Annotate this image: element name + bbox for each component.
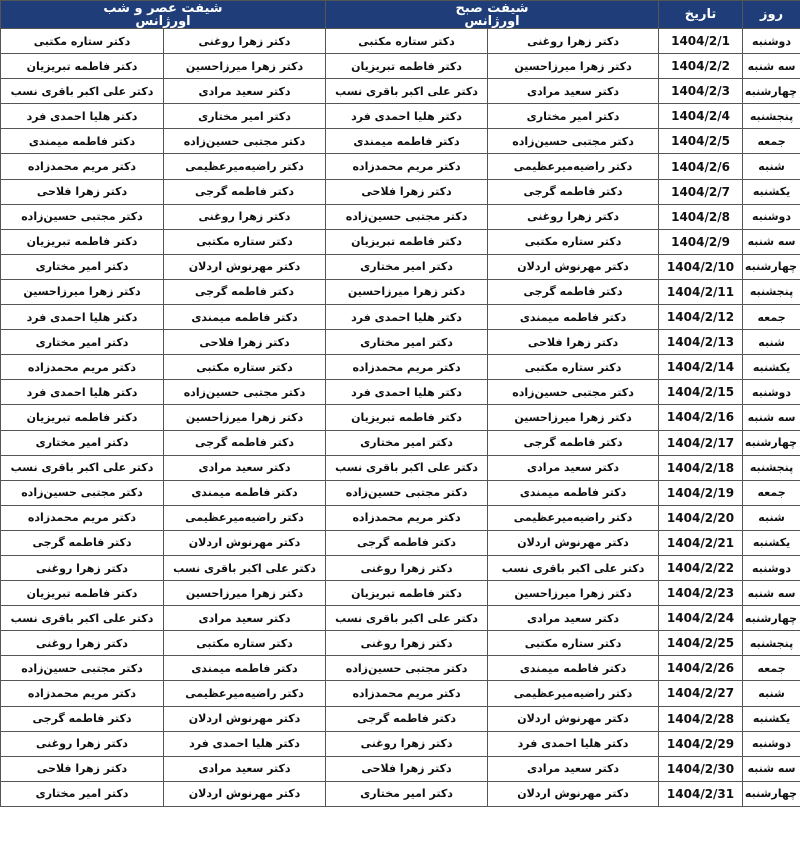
morning-doctor-1: دکتر سعید مرادی	[488, 455, 659, 480]
day-cell: چهارشنبه	[743, 79, 800, 104]
evening-doctor-2: دکتر امیر مختاری	[1, 254, 164, 279]
day-cell: یکشنبه	[743, 530, 800, 555]
morning-doctor-2: دکتر زهرا روغنی	[326, 631, 488, 656]
evening-doctor-2: دکتر زهرا روغنی	[1, 631, 164, 656]
evening-doctor-1: دکتر فاطمه میمندی	[164, 480, 326, 505]
evening-doctor-2: دکتر امیر مختاری	[1, 330, 164, 355]
evening-doctor-1: دکتر راضیه‌میرعظیمی	[164, 681, 326, 706]
evening-doctor-1: دکتر زهرا فلاحی	[164, 330, 326, 355]
evening-doctor-2: دکتر فاطمه تبریزیان	[1, 581, 164, 606]
table-row	[1, 430, 800, 455]
morning-doctor-1: دکتر زهرا روغنی	[488, 204, 659, 229]
date-cell: 1404/2/8	[659, 204, 743, 229]
table-row	[1, 279, 800, 304]
morning-doctor-1: دکتر فاطمه گرجی	[488, 279, 659, 304]
day-cell: پنجشنبه	[743, 279, 800, 304]
table-row	[1, 555, 800, 580]
morning-doctor-2: دکتر هلیا احمدی فرد	[326, 104, 488, 129]
morning-doctor-1: دکتر زهرا میرزاحسین	[488, 405, 659, 430]
table-row	[1, 104, 800, 129]
morning-doctor-2: دکتر فاطمه تبریزیان	[326, 229, 488, 254]
table-row	[1, 480, 800, 505]
evening-doctor-2: دکتر مریم محمدزاده	[1, 154, 164, 179]
date-cell: 1404/2/7	[659, 179, 743, 204]
morning-doctor-2: دکتر هلیا احمدی فرد	[326, 305, 488, 330]
morning-shift-title: شیفت صبح	[455, 0, 529, 16]
day-cell: سه شنبه	[743, 756, 800, 781]
evening-doctor-2: دکتر زهرا فلاحی	[1, 179, 164, 204]
evening-doctor-1: دکتر علی اکبر باقری نسب	[164, 555, 326, 580]
morning-doctor-2: دکتر فاطمه تبریزیان	[326, 54, 488, 79]
evening-doctor-1: دکتر مهرنوش اردلان	[164, 530, 326, 555]
evening-doctor-2: دکتر مریم محمدزاده	[1, 505, 164, 530]
morning-doctor-2: دکتر هلیا احمدی فرد	[326, 380, 488, 405]
morning-doctor-2: دکتر مجتبی حسین‌زاده	[326, 480, 488, 505]
date-cell: 1404/2/5	[659, 129, 743, 154]
date-cell: 1404/2/30	[659, 756, 743, 781]
morning-doctor-2: دکتر مجتبی حسین‌زاده	[326, 656, 488, 681]
date-cell: 1404/2/18	[659, 455, 743, 480]
table-row	[1, 129, 800, 154]
evening-doctor-1: دکتر سعید مرادی	[164, 455, 326, 480]
date-cell: 1404/2/25	[659, 631, 743, 656]
morning-doctor-2: دکتر مریم محمدزاده	[326, 154, 488, 179]
evening-doctor-1: دکتر فاطمه میمندی	[164, 305, 326, 330]
day-cell: یکشنبه	[743, 179, 800, 204]
morning-doctor-1: دکتر امیر مختاری	[488, 104, 659, 129]
evening-doctor-2: دکتر هلیا احمدی فرد	[1, 305, 164, 330]
day-cell: شنبه	[743, 330, 800, 355]
table-row	[1, 455, 800, 480]
day-cell: چهارشنبه	[743, 606, 800, 631]
table-row	[1, 380, 800, 405]
morning-doctor-2: دکتر زهرا روغنی	[326, 731, 488, 756]
morning-doctor-2: دکتر علی اکبر باقری نسب	[326, 79, 488, 104]
day-cell: سه شنبه	[743, 405, 800, 430]
day-cell: پنجشنبه	[743, 455, 800, 480]
morning-doctor-2: دکتر زهرا روغنی	[326, 555, 488, 580]
day-cell: شنبه	[743, 505, 800, 530]
day-cell: چهارشنبه	[743, 781, 800, 806]
day-cell: دوشنبه	[743, 29, 800, 54]
table-row	[1, 79, 800, 104]
morning-doctor-1: دکتر هلیا احمدی فرد	[488, 731, 659, 756]
evening-doctor-1: دکتر امیر مختاری	[164, 104, 326, 129]
evening-doctor-2: دکتر فاطمه میمندی	[1, 129, 164, 154]
date-cell: 1404/2/2	[659, 54, 743, 79]
morning-doctor-1: دکتر مجتبی حسین‌زاده	[488, 129, 659, 154]
evening-doctor-2: دکتر مجتبی حسین‌زاده	[1, 656, 164, 681]
evening-doctor-2: دکتر مریم محمدزاده	[1, 355, 164, 380]
evening-doctor-1: دکتر زهرا روغنی	[164, 204, 326, 229]
morning-doctor-2: دکتر زهرا فلاحی	[326, 756, 488, 781]
evening-doctor-1: دکتر زهرا روغنی	[164, 29, 326, 54]
evening-shift-subtitle: اورژانس	[135, 13, 191, 29]
morning-doctor-2: دکتر امیر مختاری	[326, 254, 488, 279]
evening-doctor-1: دکتر سعید مرادی	[164, 79, 326, 104]
morning-doctor-1: دکتر مهرنوش اردلان	[488, 530, 659, 555]
day-cell: چهارشنبه	[743, 254, 800, 279]
evening-doctor-1: دکتر مهرنوش اردلان	[164, 706, 326, 731]
day-cell: سه شنبه	[743, 229, 800, 254]
date-cell: 1404/2/9	[659, 229, 743, 254]
evening-doctor-2: دکتر زهرا میرزاحسین	[1, 279, 164, 304]
day-cell: جمعه	[743, 656, 800, 681]
morning-doctor-1: دکتر زهرا روغنی	[488, 29, 659, 54]
evening-doctor-1: دکتر ستاره مکتبی	[164, 631, 326, 656]
date-cell: 1404/2/24	[659, 606, 743, 631]
morning-doctor-1: دکتر زهرا میرزاحسین	[488, 54, 659, 79]
morning-doctor-2: دکتر امیر مختاری	[326, 781, 488, 806]
morning-doctor-2: دکتر مریم محمدزاده	[326, 681, 488, 706]
table-row	[1, 606, 800, 631]
morning-doctor-1: دکتر سعید مرادی	[488, 79, 659, 104]
table-row	[1, 706, 800, 731]
morning-doctor-1: دکتر زهرا فلاحی	[488, 330, 659, 355]
day-cell: جمعه	[743, 480, 800, 505]
morning-doctor-2: دکتر فاطمه تبریزیان	[326, 405, 488, 430]
morning-doctor-2: دکتر مریم محمدزاده	[326, 355, 488, 380]
morning-doctor-1: دکتر ستاره مکتبی	[488, 355, 659, 380]
morning-doctor-2: دکتر فاطمه میمندی	[326, 129, 488, 154]
evening-doctor-1: دکتر زهرا میرزاحسین	[164, 54, 326, 79]
evening-doctor-2: دکتر علی اکبر باقری نسب	[1, 455, 164, 480]
evening-doctor-1: دکتر راضیه‌میرعظیمی	[164, 154, 326, 179]
evening-doctor-2: دکتر زهرا فلاحی	[1, 756, 164, 781]
date-cell: 1404/2/29	[659, 731, 743, 756]
date-cell: 1404/2/16	[659, 405, 743, 430]
evening-doctor-2: دکتر امیر مختاری	[1, 781, 164, 806]
evening-doctor-2: دکتر هلیا احمدی فرد	[1, 104, 164, 129]
date-cell: 1404/2/26	[659, 656, 743, 681]
morning-doctor-1: دکتر راضیه‌میرعظیمی	[488, 154, 659, 179]
day-cell: یکشنبه	[743, 355, 800, 380]
date-cell: 1404/2/19	[659, 480, 743, 505]
evening-shift-title: شیفت عصر و شب	[103, 0, 223, 16]
evening-doctor-1: دکتر سعید مرادی	[164, 756, 326, 781]
evening-doctor-1: دکتر ستاره مکتبی	[164, 229, 326, 254]
morning-doctor-2: دکتر فاطمه گرجی	[326, 706, 488, 731]
day-cell: شنبه	[743, 681, 800, 706]
morning-doctor-1: دکتر علی اکبر باقری نسب	[488, 555, 659, 580]
evening-doctor-1: دکتر مجتبی حسین‌زاده	[164, 380, 326, 405]
table-row	[1, 204, 800, 229]
table-row	[1, 581, 800, 606]
evening-doctor-2: دکتر مریم محمدزاده	[1, 681, 164, 706]
day-cell: پنجشنبه	[743, 104, 800, 129]
day-cell: سه شنبه	[743, 581, 800, 606]
table-row	[1, 530, 800, 555]
table-row	[1, 405, 800, 430]
table-row	[1, 229, 800, 254]
date-cell: 1404/2/11	[659, 279, 743, 304]
table-row	[1, 505, 800, 530]
day-cell: دوشنبه	[743, 380, 800, 405]
date-cell: 1404/2/23	[659, 581, 743, 606]
evening-doctor-1: دکتر زهرا میرزاحسین	[164, 581, 326, 606]
day-cell: شنبه	[743, 154, 800, 179]
morning-doctor-1: دکتر راضیه‌میرعظیمی	[488, 681, 659, 706]
evening-doctor-1: دکتر راضیه‌میرعظیمی	[164, 505, 326, 530]
morning-doctor-1: دکتر سعید مرادی	[488, 756, 659, 781]
morning-doctor-2: دکتر فاطمه تبریزیان	[326, 581, 488, 606]
evening-shift-header	[1, 1, 326, 29]
evening-doctor-1: دکتر فاطمه گرجی	[164, 279, 326, 304]
date-cell: 1404/2/27	[659, 681, 743, 706]
evening-doctor-2: دکتر امیر مختاری	[1, 430, 164, 455]
roster-body	[1, 29, 800, 807]
day-cell: چهارشنبه	[743, 430, 800, 455]
date-cell: 1404/2/21	[659, 530, 743, 555]
evening-doctor-1: دکتر هلیا احمدی فرد	[164, 731, 326, 756]
morning-doctor-2: دکتر امیر مختاری	[326, 430, 488, 455]
evening-doctor-2: دکتر مجتبی حسین‌زاده	[1, 204, 164, 229]
evening-doctor-1: دکتر فاطمه میمندی	[164, 656, 326, 681]
morning-doctor-1: دکتر فاطمه میمندی	[488, 656, 659, 681]
evening-doctor-2: دکتر زهرا روغنی	[1, 555, 164, 580]
evening-doctor-1: دکتر سعید مرادی	[164, 606, 326, 631]
table-row	[1, 781, 800, 806]
table-row	[1, 179, 800, 204]
table-row	[1, 254, 800, 279]
table-row	[1, 54, 800, 79]
date-cell: 1404/2/13	[659, 330, 743, 355]
morning-doctor-1: دکتر زهرا میرزاحسین	[488, 581, 659, 606]
morning-doctor-1: دکتر سعید مرادی	[488, 606, 659, 631]
evening-doctor-2: دکتر فاطمه گرجی	[1, 530, 164, 555]
morning-doctor-1: دکتر فاطمه گرجی	[488, 430, 659, 455]
table-row	[1, 731, 800, 756]
day-cell: سه شنبه	[743, 54, 800, 79]
evening-doctor-2: دکتر مجتبی حسین‌زاده	[1, 480, 164, 505]
evening-doctor-2: دکتر فاطمه تبریزیان	[1, 229, 164, 254]
date-cell: 1404/2/28	[659, 706, 743, 731]
evening-doctor-2: دکتر فاطمه تبریزیان	[1, 54, 164, 79]
table-row	[1, 330, 800, 355]
morning-shift-subtitle: اورژانس	[464, 13, 520, 29]
evening-doctor-1: دکتر فاطمه گرجی	[164, 430, 326, 455]
evening-doctor-1: دکتر مهرنوش اردلان	[164, 254, 326, 279]
table-row	[1, 756, 800, 781]
evening-doctor-1: دکتر مهرنوش اردلان	[164, 781, 326, 806]
day-cell: جمعه	[743, 305, 800, 330]
day-cell: دوشنبه	[743, 204, 800, 229]
morning-doctor-2: دکتر ستاره مکتبی	[326, 29, 488, 54]
date-cell: 1404/2/1	[659, 29, 743, 54]
table-row	[1, 29, 800, 54]
morning-doctor-2: دکتر امیر مختاری	[326, 330, 488, 355]
day-column-header: روز	[743, 1, 800, 29]
evening-doctor-2: دکتر فاطمه تبریزیان	[1, 405, 164, 430]
morning-doctor-1: دکتر مجتبی حسین‌زاده	[488, 380, 659, 405]
morning-doctor-1: دکتر فاطمه میمندی	[488, 480, 659, 505]
evening-doctor-2: دکتر زهرا روغنی	[1, 731, 164, 756]
morning-doctor-1: دکتر ستاره مکتبی	[488, 229, 659, 254]
morning-doctor-2: دکتر زهرا فلاحی	[326, 179, 488, 204]
date-cell: 1404/2/20	[659, 505, 743, 530]
date-cell: 1404/2/17	[659, 430, 743, 455]
morning-doctor-1: دکتر فاطمه گرجی	[488, 179, 659, 204]
morning-doctor-2: دکتر زهرا میرزاحسین	[326, 279, 488, 304]
date-column-header: تاریخ	[659, 1, 743, 29]
date-cell: 1404/2/3	[659, 79, 743, 104]
date-cell: 1404/2/6	[659, 154, 743, 179]
morning-doctor-2: دکتر علی اکبر باقری نسب	[326, 606, 488, 631]
date-cell: 1404/2/31	[659, 781, 743, 806]
date-cell: 1404/2/15	[659, 380, 743, 405]
morning-doctor-2: دکتر مجتبی حسین‌زاده	[326, 204, 488, 229]
table-row	[1, 305, 800, 330]
morning-doctor-1: دکتر ستاره مکتبی	[488, 631, 659, 656]
evening-doctor-1: دکتر فاطمه گرجی	[164, 179, 326, 204]
morning-doctor-1: دکتر مهرنوش اردلان	[488, 706, 659, 731]
day-cell: جمعه	[743, 129, 800, 154]
evening-doctor-1: دکتر مجتبی حسین‌زاده	[164, 129, 326, 154]
evening-doctor-2: دکتر هلیا احمدی فرد	[1, 380, 164, 405]
table-row	[1, 154, 800, 179]
day-cell: دوشنبه	[743, 731, 800, 756]
roster-header	[1, 1, 800, 29]
date-cell: 1404/2/10	[659, 254, 743, 279]
morning-doctor-2: دکتر مریم محمدزاده	[326, 505, 488, 530]
evening-doctor-2: دکتر علی اکبر باقری نسب	[1, 79, 164, 104]
evening-doctor-2: دکتر علی اکبر باقری نسب	[1, 606, 164, 631]
table-row	[1, 631, 800, 656]
morning-doctor-1: دکتر مهرنوش اردلان	[488, 781, 659, 806]
morning-doctor-1: دکتر مهرنوش اردلان	[488, 254, 659, 279]
morning-doctor-1: دکتر فاطمه میمندی	[488, 305, 659, 330]
morning-doctor-2: دکتر علی اکبر باقری نسب	[326, 455, 488, 480]
day-cell: یکشنبه	[743, 706, 800, 731]
table-row	[1, 656, 800, 681]
date-cell: 1404/2/14	[659, 355, 743, 380]
table-row	[1, 681, 800, 706]
date-cell: 1404/2/12	[659, 305, 743, 330]
date-cell: 1404/2/22	[659, 555, 743, 580]
morning-doctor-1: دکتر راضیه‌میرعظیمی	[488, 505, 659, 530]
evening-doctor-2: دکتر ستاره مکتبی	[1, 29, 164, 54]
day-cell: دوشنبه	[743, 555, 800, 580]
date-cell: 1404/2/4	[659, 104, 743, 129]
table-row	[1, 355, 800, 380]
morning-doctor-2: دکتر فاطمه گرجی	[326, 530, 488, 555]
day-cell: پنجشنبه	[743, 631, 800, 656]
evening-doctor-1: دکتر زهرا میرزاحسین	[164, 405, 326, 430]
evening-doctor-1: دکتر ستاره مکتبی	[164, 355, 326, 380]
morning-shift-header	[326, 1, 659, 29]
evening-doctor-2: دکتر فاطمه گرجی	[1, 706, 164, 731]
